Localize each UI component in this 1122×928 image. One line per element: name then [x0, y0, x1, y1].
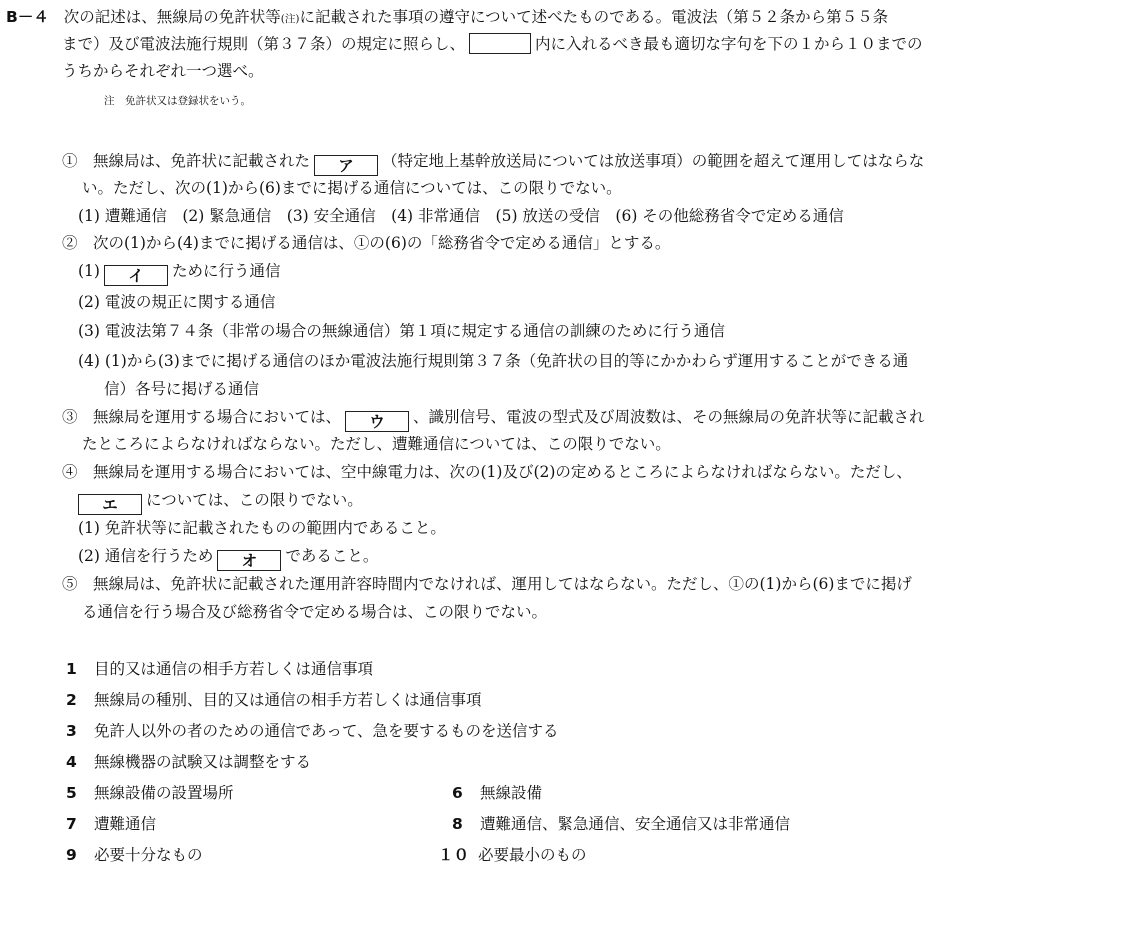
footnote: 注 免許状又は登録状をいう。	[104, 95, 251, 107]
option-4-num: 4	[66, 753, 77, 771]
item-4-line-2	[78, 489, 363, 515]
item-2-line-1: ② 次の(1)から(4)までに掲げる通信は、①の(6)の「総務省令で定める通信」とする。	[62, 234, 671, 252]
item-4-sub-2-text-a: (2) 通信を行うため	[78, 547, 214, 565]
question-line-2	[62, 33, 923, 55]
item-4-line-1: ④ 無線局を運用する場合においては、空中線電力は、次の(1)及び(2)の定めるところによらなければならない。ただし、	[62, 463, 912, 481]
option-10-text: 必要最小のもの	[478, 846, 587, 864]
option-6-text: 無線設備	[480, 784, 543, 802]
item-3-text-a: ③ 無線局を運用する場合においては、	[62, 408, 342, 426]
item-1-line-2: い。ただし、次の(1)から(6)までに掲げる通信については、この限りでない。	[82, 179, 622, 197]
item-2-sub-2: (2) 電波の規正に関する通信	[78, 293, 276, 311]
question-line-3	[62, 60, 264, 82]
option-5-text: 無線設備の設置場所	[94, 784, 234, 802]
option-1-text: 目的又は通信の相手方若しくは通信事項	[94, 660, 374, 678]
option-3-num: 3	[66, 722, 77, 740]
option-10	[438, 844, 587, 866]
blank-u: ウ	[345, 411, 409, 432]
blank-o: オ	[217, 550, 281, 571]
option-1	[66, 658, 373, 680]
option-9-num: 9	[66, 846, 77, 864]
option-6-num: 6	[452, 784, 463, 802]
item-2-sub-1-num: (1)	[78, 262, 100, 280]
blank-a: ア	[314, 155, 378, 176]
item-4-sub-2-text-b: であること。	[285, 547, 379, 565]
option-7	[66, 813, 156, 835]
question-line-1	[6, 6, 888, 30]
option-8-num: 8	[452, 815, 463, 833]
note-mark: (注)	[280, 13, 300, 25]
option-8-text: 遭難通信、緊急通信、安全通信又は非常通信	[480, 815, 791, 833]
option-7-num: 7	[66, 815, 77, 833]
option-4-text: 無線機器の試験又は調整をする	[94, 753, 312, 771]
option-3-text: 免許人以外の者のための通信であって、急を要するものを送信する	[94, 722, 559, 740]
option-2-text: 無線局の種別、目的又は通信の相手方若しくは通信事項	[94, 691, 482, 709]
option-6	[452, 782, 542, 804]
question-id: B－４	[6, 8, 49, 26]
blank-i: イ	[104, 265, 168, 286]
item-1-text-a: ① 無線局は、免許状に記載された	[62, 152, 311, 170]
item-1-line-1	[62, 150, 924, 176]
item-2-sub-4-line-2: 信）各号に掲げる通信	[104, 380, 260, 398]
option-10-num: １０	[438, 846, 470, 864]
item-2-sub-1-text: ために行う通信	[171, 262, 281, 280]
intro-text-3: まで）及び電波法施行規則（第３７条）の規定に照らし、	[62, 35, 466, 53]
intro-text-2: に記載された事項の遵守について述べたものである。電波法（第５２条から第５５条	[299, 8, 889, 26]
item-1-list: (1) 遭難通信 (2) 緊急通信 (3) 安全通信 (4) 非常通信 (5) 放送の受信 (6) その他総務省令で定める通信	[78, 207, 844, 225]
item-3-line-1	[62, 406, 925, 432]
item-2-sub-3: (3) 電波法第７４条（非常の場合の無線通信）第１項に規定する通信の訓練のために行う通信	[78, 322, 725, 340]
item-5-line-2: る通信を行う場合及び総務省令で定める場合は、この限りでない。	[82, 603, 548, 621]
option-2-num: 2	[66, 691, 77, 709]
item-3-text-b: 、識別信号、電波の型式及び周波数は、その無線局の免許状等に記載され	[413, 408, 925, 426]
item-5-line-1: ⑤ 無線局は、免許状に記載された運用許容時間内でなければ、運用してはならない。ただし、①の(1)から(6)までに掲げ	[62, 575, 912, 593]
option-2	[66, 689, 482, 711]
option-3	[66, 720, 559, 742]
item-2-sub-4-line-1: (4) (1)から(3)までに掲げる通信のほか電波法施行規則第３７条（免許状の目的等にかかわらず運用することができる通	[78, 352, 909, 370]
item-1-text-b: （特定地上基幹放送局については放送事項）の範囲を超えて運用してはならな	[382, 152, 925, 170]
item-4-text-b: については、この限りでない。	[146, 491, 363, 509]
blank-e: エ	[78, 494, 142, 515]
option-1-num: 1	[66, 660, 77, 678]
option-7-text: 遭難通信	[94, 815, 157, 833]
option-5-num: 5	[66, 784, 77, 802]
intro-text-4: 内に入れるべき最も適切な字句を下の１から１０までの	[535, 35, 923, 53]
option-8	[452, 813, 790, 835]
item-4-sub-2	[78, 545, 378, 571]
intro-text-5: うちからそれぞれ一つ選べ。	[62, 62, 264, 80]
option-4	[66, 751, 311, 773]
option-5	[66, 782, 234, 804]
option-9	[66, 844, 203, 866]
item-4-sub-1: (1) 免許状等に記載されたものの範囲内であること。	[78, 519, 446, 537]
item-3-line-2: たところによらなければならない。ただし、遭難通信については、この限りでない。	[82, 435, 671, 453]
option-9-text: 必要十分なもの	[94, 846, 203, 864]
item-2-sub-1	[78, 260, 280, 286]
blank-box-sample	[469, 33, 531, 54]
intro-text-1: 次の記述は、無線局の免許状等	[63, 8, 281, 26]
